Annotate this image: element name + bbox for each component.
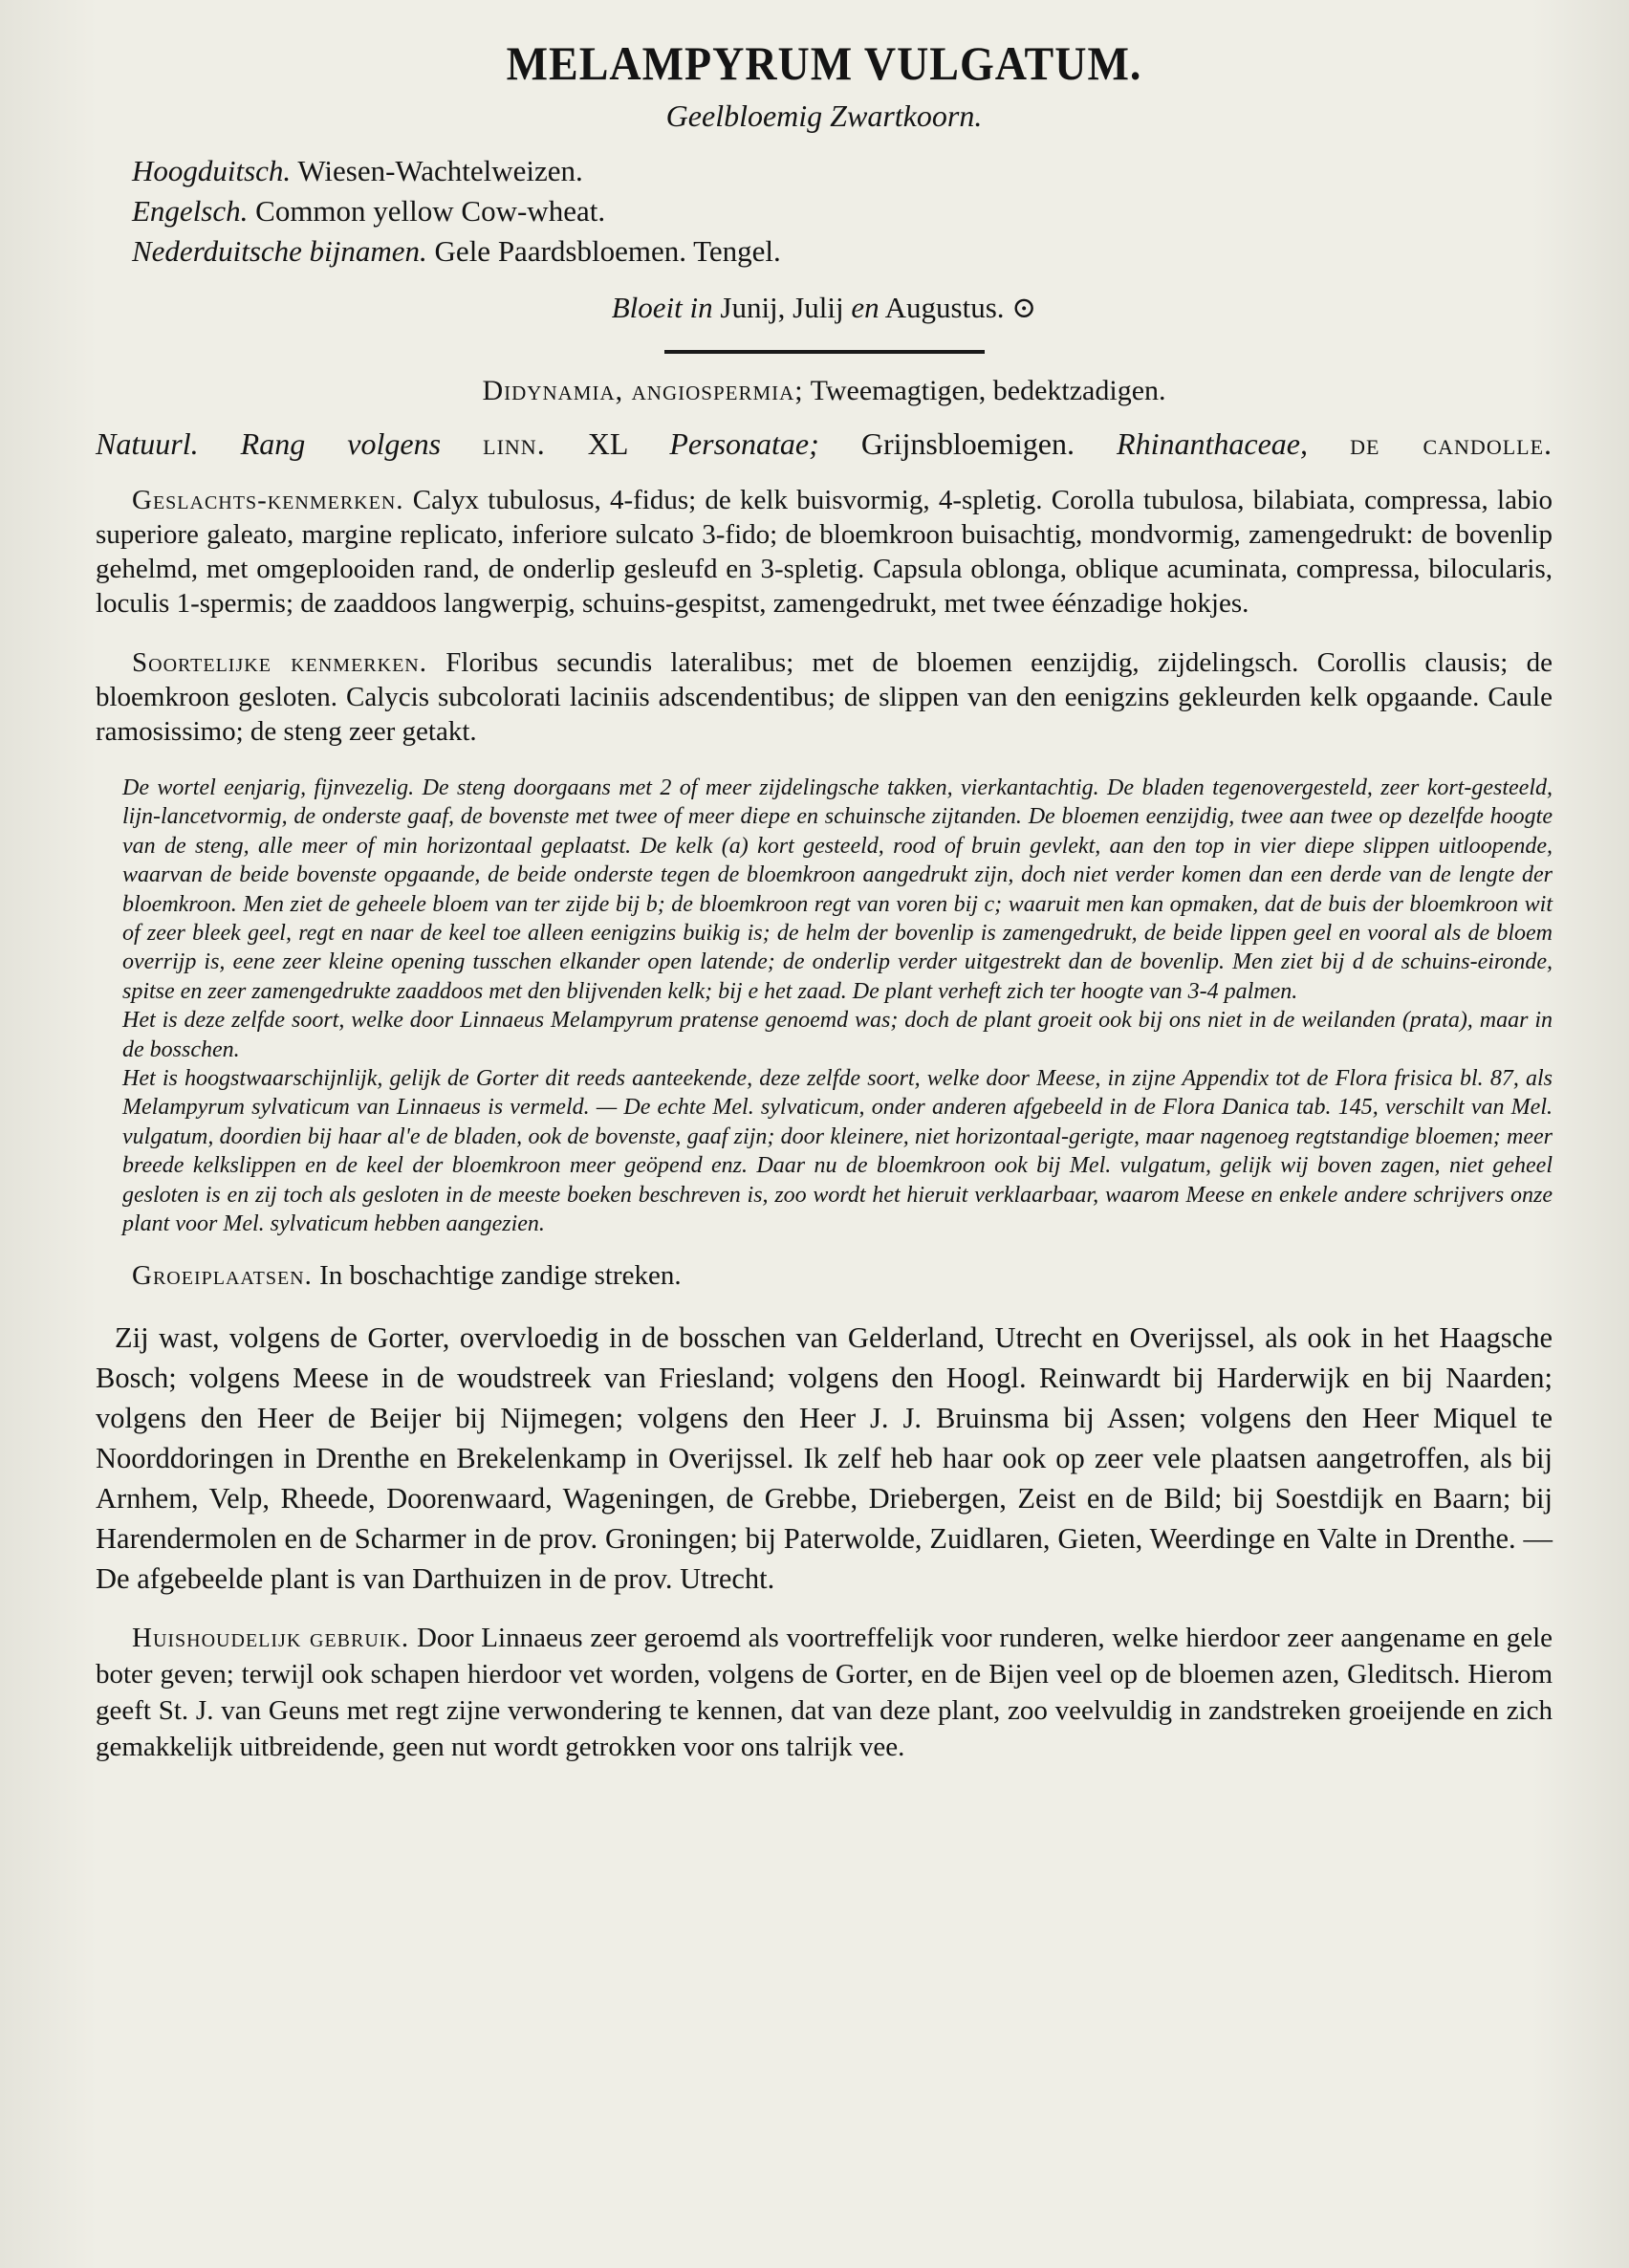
rank-order-number: XL	[587, 426, 628, 461]
flowering-last-month: Augustus.	[884, 291, 1005, 324]
rank-label: Natuurl. Rang volgens	[96, 426, 442, 461]
description-paragraph: Het is deze zelfde soort, welke door Linnaeus Melampyrum pratense genoemd was; doch de plant groeit ook bij ons niet in de weilanden (prata), maar in de bosschen.	[122, 1008, 1553, 1062]
species-label: Soortelijke kenmerken.	[132, 647, 427, 678]
habitat-text: In boschachtige zandige streken.	[319, 1259, 682, 1291]
page-title: MELAMPYRUM VULGATUM.	[506, 36, 1142, 91]
genus-label: Geslachts-kenmerken.	[132, 485, 404, 515]
name-label: Nederduitsche bijnamen.	[132, 234, 427, 268]
species-text: Floribus secundis lateralibus; met de bloemen eenzijdig, zijdelingsch. Corollis clausis; de bloemkroon gesloten. Calycis subcolorati laciniis adscendentibus; de slippen van den eenigzins gekleurden kelk opgaande. Caule ramosissimo; de steng zeer getakt.	[96, 647, 1553, 747]
name-german	[132, 151, 1553, 191]
linnaean-class	[96, 375, 1553, 407]
name-label: Hoogduitsch.	[132, 154, 292, 187]
name-english	[132, 191, 1553, 231]
economic-use	[96, 1620, 1553, 1765]
class-dutch: Tweemagtigen, bedektzadigen.	[810, 375, 1166, 406]
natural-rank	[96, 426, 1553, 462]
use-label: Huishoudelijk gebruik.	[132, 1622, 410, 1653]
plant-description	[96, 774, 1553, 1239]
rank-grijns: Grijnsbloemigen.	[860, 426, 1075, 461]
use-text: Door Linnaeus zeer geroemd als voortreffelijk voor runderen, welke hierdoor zeer aangename en gele boter geven; terwijl ook schapen hierdoor vet worden, volgens de Gorter, en de Bijen veel op de bloemen azen, Gleditsch. Hierom geeft St. J. van Geuns met regt zijne verwondering te kennen, dat van deze plant, zoo veelvuldig in zandstreken groeijende en zich gemakkelijk uitbreidende, geen nut wordt getrokken voor ons talrijk vee.	[96, 1622, 1553, 1762]
name-label: Engelsch.	[132, 194, 249, 228]
rank-personatae: Personatae;	[669, 426, 819, 461]
name-text: Common yellow Cow-wheat.	[255, 194, 606, 228]
flowering-en: en	[851, 291, 880, 324]
name-dutch-nicknames	[132, 231, 1553, 272]
rank-decandolle: de candolle.	[1350, 426, 1553, 461]
section-divider	[664, 350, 985, 354]
vernacular-names	[132, 151, 1553, 272]
description-paragraph: Het is hoogstwaarschijnlijk, gelijk de Gorter dit reeds aanteekende, deze zelfde soort, welke door Meese, in zijne Appendix tot de Flora frisica bl. 87, als Melampyrum sylvaticum van Linnaeus is vermeld. — De echte Mel. sylvaticum, onder anderen afgebeeld in de Flora Danica tab. 145, verschilt van Mel. vulgatum, doordien bij haar al'e de bladen, ook de bovenste, gaaf zijn; door kleinere, niet horizontaal-gerigte, maar nagenoeg regtstandige bloemen; meer breede kelkslippen en de keel der bloemkroon meer geöpend enz. Daar nu de bloemkroon ook bij Mel. vulgatum, gelijk wij boven zagen, niet geheel gesloten is en zij toch als gesloten in de meeste boeken beschreven is, zoo wordt het hieruit verklaarbaar, waarom Meese en enkele andere schrijvers onze plant voor Mel. sylvaticum hebben aangezien.	[122, 1066, 1553, 1237]
description-paragraph: De wortel eenjarig, fijnvezelig. De steng doorgaans met 2 of meer zijdelingsche takken, vierkantachtig. De bladen tegenovergesteld, zeer kort-gesteeld, lijn-lancetvormig, de onderste gaaf, de bovenste met twee of meer diepe en schuinsche zijtanden. De bloemen eenzijdig, twee aan twee op dezelfde hoogte van de steng, alle meer of min horizontaal geplaatst. De kelk (a) kort gesteeld, rood of bruin gevlekt, aan den top in vier diepe slippen uitloopende, waarvan de beide bovenste opgaande, de beide onderste tegen de bloemkroon aangedrukt zijn, doch niet verder komen dan een derde van de lengte der bloemkroon. Men ziet de geheele bloem van ter zijde bij b; de bloemkroon regt van voren bij c; waaruit men kan opmaken, dat de buis der bloemkroon wit of zeer bleek geel, regt en naar de keel toe alleen eenigzins buikig is; de helm der bovenlip is zamengedrukt, de beide lippen geel en vooral als de bloem overrijp is, eene zeer kleine opening tusschen elkander open latende; de onderlip verder uitgestrekt dan de bovenlip. Men ziet bij d de schuins-eironde, spitse en zeer zamengedrukte zaaddoos met den blijvenden kelk; bij e het zaad. De plant verheft zich ter hoogte van 3-4 palmen.	[122, 775, 1553, 1004]
locations-paragraph: Zij wast, volgens de Gorter, overvloedig in de bosschen van Gelderland, Utrecht en Overijssel, als ook in het Haagsche Bosch; volgens Meese in de woudstreek van Friesland; volgens den Hoogl. Reinwardt bij Harderwijk en bij Naarden; volgens den Heer de Beijer bij Nijmegen; volgens den Heer J. J. Bruinsma bij Assen; volgens den Heer Miquel te Noorddoringen in Drenthe en Brekelenkamp in Overijssel. Ik zelf heb haar ook op zeer vele plaatsen aangetroffen, als bij Arnhem, Velp, Rheede, Doorenwaard, Wageningen, de Grebbe, Driebergen, Zeist en de Bild; bij Soestdijk en Baarn; bij Harendermolen en de Scharmer in de prov. Groningen; bij Paterwolde, Zuidlaren, Gieten, Weerdinge en Valte in Drenthe. — De afgebeelde plant is van Darthuizen in de prov. Utrecht.	[96, 1320, 1553, 1595]
flowering-months: Junij, Julij	[720, 291, 844, 324]
species-characters	[96, 645, 1553, 749]
class-latin: Didynamia, angiospermia;	[482, 375, 804, 406]
rank-linn: linn.	[483, 426, 546, 461]
rank-rhinanthaceae: Rhinanthaceae,	[1117, 426, 1308, 461]
dutch-name: Geelbloemig Zwartkoorn.	[665, 98, 983, 133]
genus-text: Calyx tubulosus, 4-fidus; de kelk buisvormig, 4-spletig. Corolla tubulosa, bilabiata, compressa, labio superiore galeato, margine replicato, inferiore sulcato 3-fido; de bloemkroon buisachtig, mondvormig, zamengedrukt: de bovenlip gehelmd, met omgeplooiden rand, de onderlip gesleufd en 3-spletig. Capsula oblonga, oblique acuminata, compressa, bilocularis, loculis 1-spermis; de zaaddoos langwerpig, schuins-gespitst, zamengedrukt, met twee éénzadige hokjes.	[96, 485, 1553, 619]
name-text: Wiesen-Wachtelweizen.	[297, 154, 583, 187]
habitat	[96, 1258, 1553, 1293]
flowering-period	[96, 291, 1553, 325]
flowering-label: Bloeit in	[611, 291, 713, 324]
name-text: Gele Paardsbloemen. Tengel.	[434, 234, 781, 268]
habitat-label: Groeiplaatsen.	[132, 1259, 313, 1291]
annual-symbol-icon: ⊙	[1011, 291, 1037, 324]
genus-characters	[96, 483, 1553, 621]
